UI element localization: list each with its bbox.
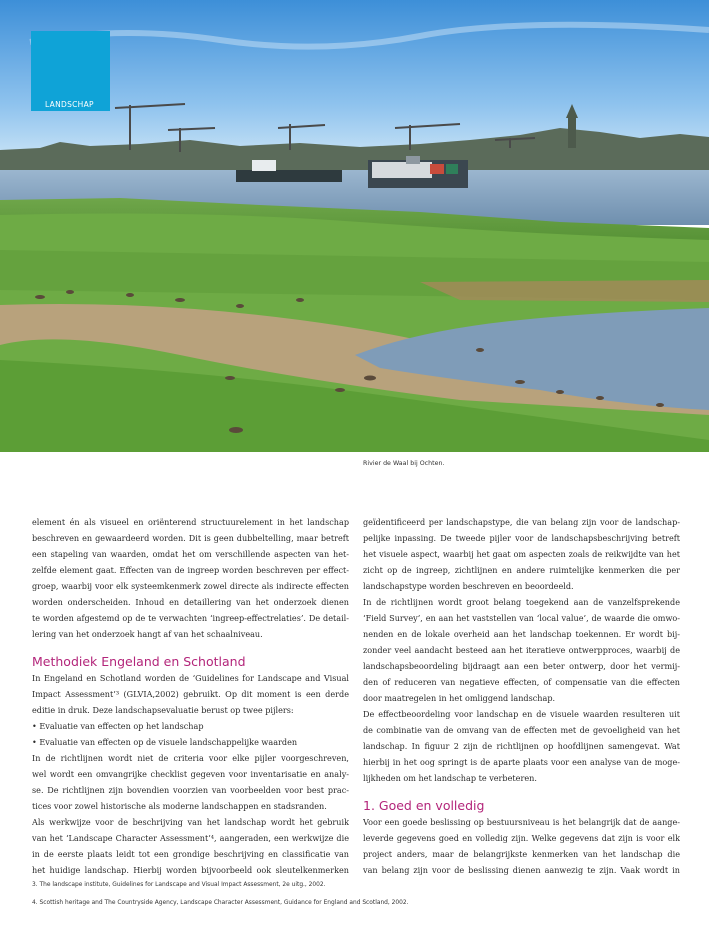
text-line: ‘Field Survey’, en aan het vaststellen van ‘local value’, de waarde die omwo- xyxy=(363,613,680,623)
text-line: Als werkwijze voor de beschrijving van het landschap wordt het gebruik xyxy=(32,817,349,827)
footnote-4: 4. Scottish heritage and The Countryside Agency, Landscape Character Assessment, Guidance for England and Scotland, 2002. xyxy=(32,900,409,906)
text-line: door maatregelen in het omliggend landschap. xyxy=(363,693,556,703)
text-line: Voor een goede beslissing op bestuursniveau is het belangrijk dat de aange- xyxy=(363,817,680,827)
section-heading: Methodiek Engeland en Schotland xyxy=(32,654,246,669)
text-line: lering van het onderzoek hangt af van het schaalniveau. xyxy=(32,629,263,639)
text-line: zonder veel aandacht besteed aan het iteratieve ontwerpproces, waarbij de xyxy=(363,645,680,655)
text-line: wel wordt een omvangrijke checklist gegeven voor inventarisatie en analy- xyxy=(32,769,349,779)
text-line: landschapstype worden beschreven en beoordeeld. xyxy=(363,581,574,591)
text-line: In de richtlijnen wordt groot belang toegekend aan de vanzelfsprekende xyxy=(363,597,680,607)
text-line: leverde gegevens goed en volledig zijn. Welke gegevens dat zijn is voor elk xyxy=(363,833,680,843)
text-line: nenden en de lokale overheid aan het landschap toekennen. Er wordt bij- xyxy=(363,629,680,639)
text-line: De effectbeoordeling voor landschap en de visuele waarden resulteren uit xyxy=(363,709,680,719)
bullet-line: • Evaluatie van effecten op de visuele landschappelijke waarden xyxy=(32,737,298,747)
text-line: project anders, maar de belangrijkste kenmerken van het landschap die xyxy=(363,849,680,859)
text-line: het visuele aspect, waarbij het gaat om aspecten zoals de reikwijdte van het xyxy=(363,549,680,559)
text-line: te worden afgestemd op de te verwachten ‘ingreep-effectrelaties’. De detail- xyxy=(32,613,349,623)
footnotes xyxy=(32,876,409,912)
text-line: de combinatie van de omvang van de effecten met de gevoeligheid van het xyxy=(363,725,680,735)
text-line: hierbij in het oog springt is de aparte plaats voor een analyse van de moge- xyxy=(363,757,680,767)
text-line: pelijke inpassing. De tweede pijler voor de landschapsbeschrijving betreft xyxy=(363,533,680,543)
footnote-3: 3. The landscape institute, Guidelines for Landscape and Visual Impact Assessment, 2e uitg., 2002. xyxy=(32,882,326,888)
text-line: zelfde element gaat. Effecten van de ingreep worden beschreven per effect- xyxy=(32,565,349,575)
text-line: Impact Assessment’³ (GLVIA,2002) gebruikt. Op dit moment is een derde xyxy=(32,689,349,699)
text-line: landschapsbeoordeling bijdraagt aan een beter ontwerp, door het vermij- xyxy=(363,661,680,671)
photo-caption: Rivier de Waal bij Ochten. xyxy=(363,460,445,467)
text-line: element én als visueel en oriënterend structuurelement in het landschap xyxy=(32,517,349,527)
text-line: In Engeland en Schotland worden de ‘Guidelines for Landscape and Visual xyxy=(32,673,349,683)
text-line: groep, waarbij voor elk systeemkenmerk zowel directe als indirecte effecten xyxy=(32,581,349,591)
section-tag xyxy=(31,31,110,111)
text-column-left xyxy=(32,514,349,878)
text-line: beschreven en gewaardeerd worden. Dit is geen dubbeltelling, maar betreft xyxy=(32,533,349,543)
bullet-line: • Evaluatie van effecten op het landschap xyxy=(32,721,204,731)
text-line: van belang zijn voor de beslissing dienen aanwezig te zijn. Vaak wordt in xyxy=(363,865,680,875)
text-line: In de richtlijnen wordt niet de criteria voor elke pijler voorgeschreven, xyxy=(32,753,349,763)
text-line: landschap. In figuur 2 zijn de richtlijnen op hoofdlijnen samengevat. Wat xyxy=(363,741,680,751)
text-line: geïdentificeerd per landschapstype, die van belang zijn voor de landschap- xyxy=(363,517,680,527)
text-line: se. De richtlijnen zijn bovendien voorzien van voorbeelden voor best prac- xyxy=(32,785,349,795)
text-line: editie in druk. Deze landschapsevaluatie berust op twee pijlers: xyxy=(32,705,294,715)
text-line: het huidige landschap. Hierbij worden bijvoorbeeld ook sleutelkenmerken xyxy=(32,865,349,875)
text-line: zicht op de ingreep, zichtlijnen en andere ruimtelijke kenmerken die per xyxy=(363,565,680,575)
section-tag-label: LANDSCHAP xyxy=(45,100,94,109)
text-column-right xyxy=(363,514,680,878)
text-line: den of reduceren van negatieve effecten, of compensatie van die effecten xyxy=(363,677,680,687)
paragraph-spacer xyxy=(32,642,349,654)
text-line: in de eerste plaats leidt tot een grondige beschrijving en classificatie van xyxy=(32,849,349,859)
text-line: tices voor zowel historische als moderne landschappen en stadsranden. xyxy=(32,801,327,811)
section-heading: 1. Goed en volledig xyxy=(363,798,485,813)
paragraph-spacer xyxy=(363,786,680,798)
text-line: van het ‘Landscape Character Assessment’⁴, aangeraden, een werkwijze die xyxy=(32,833,349,843)
text-line: een stapeling van waarden, omdat het om verschillende aspecten van het- xyxy=(32,549,349,559)
text-line: lijkheden om het landschap te verbeteren. xyxy=(363,773,537,783)
text-line: worden onderscheiden. Inhoud en detaillering van het onderzoek dienen xyxy=(32,597,349,607)
